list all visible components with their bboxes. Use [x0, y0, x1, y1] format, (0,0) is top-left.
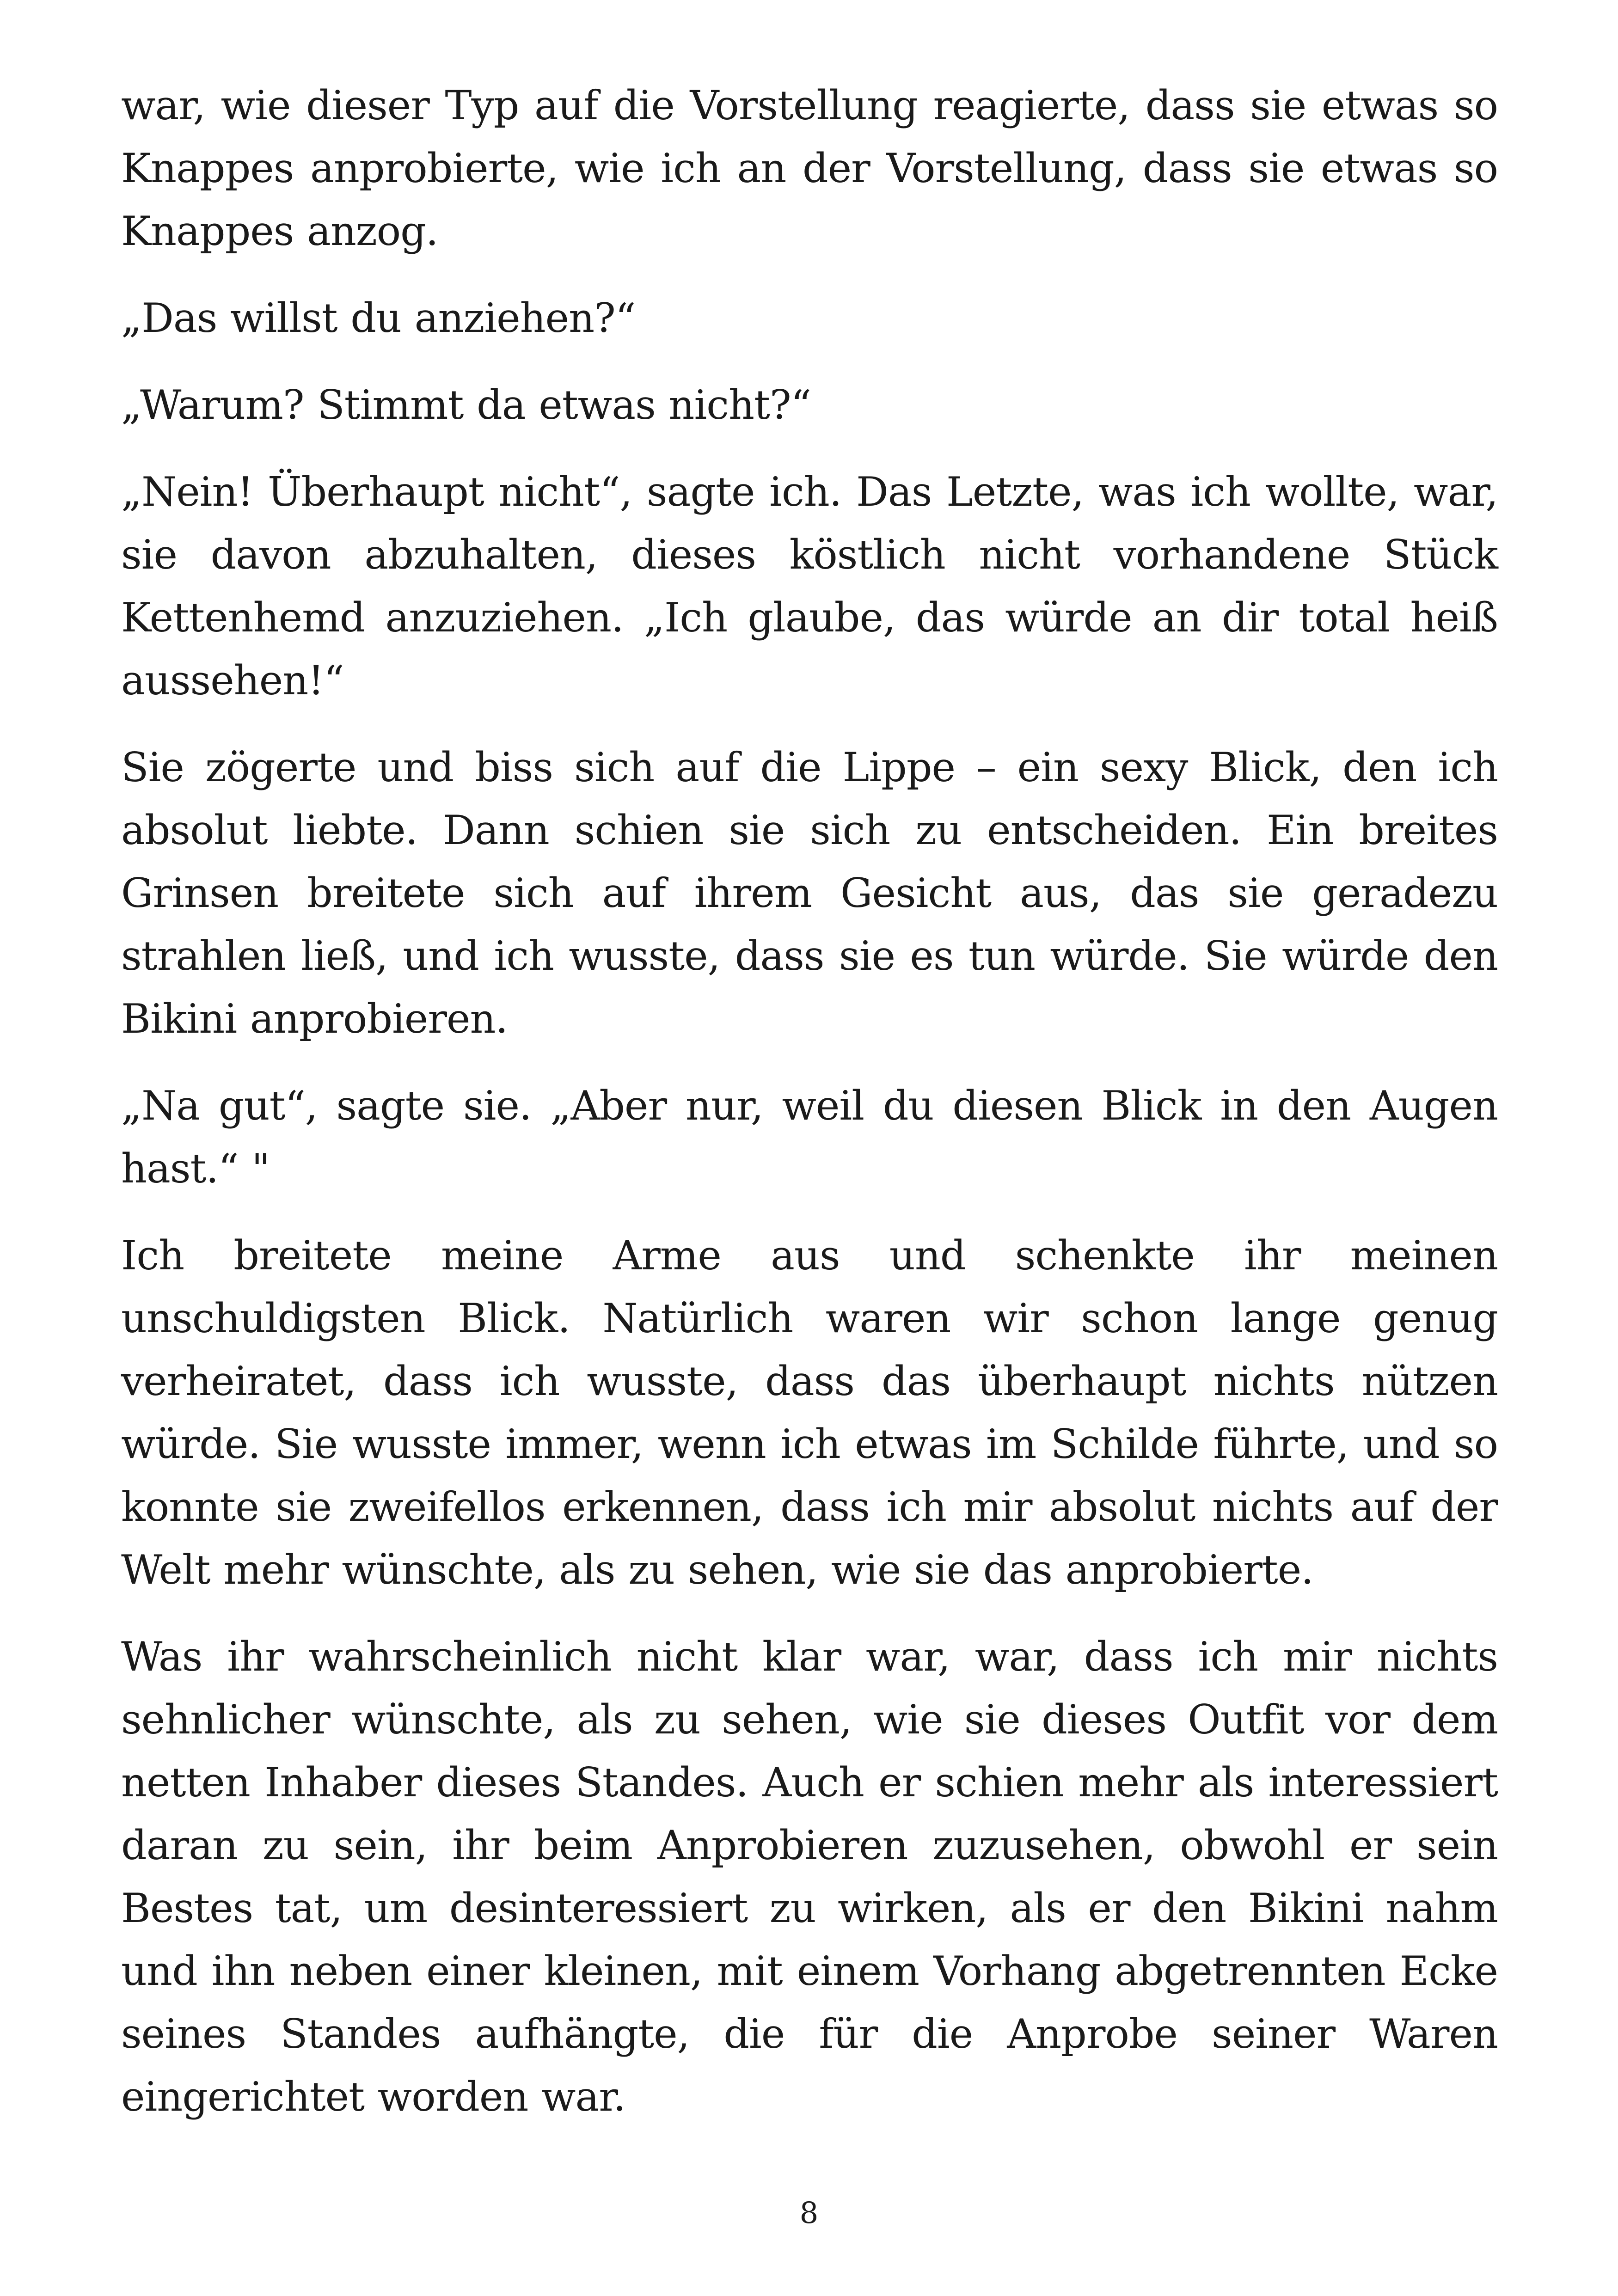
paragraph: „Nein! Überhaupt nicht“, sagte ich. Das Letzte, was ich wollte, war, sie davon abzuhalten, dieses köstlich nicht vorhandene Stück Kettenhemd anzuziehen. „Ich glaube, das würde an dir total heiß aussehen!“ [121, 468, 1498, 704]
paragraph: war, wie dieser Typ auf die Vorstellung reagierte, dass sie etwas so Knappes anprobierte, wie ich an der Vorstellung, dass sie etwas so Knappes anzog. [121, 82, 1498, 255]
page-number: 8 [799, 2196, 819, 2230]
paragraph: Was ihr wahrscheinlich nicht klar war, war, dass ich mir nichts sehnlicher wünschte, als zu sehen, wie sie dieses Outfit vor dem netten Inhaber dieses Standes. Auch er schien mehr als interessiert daran zu sein, ihr beim Anprobieren zuzusehen, obwohl er sein Bestes tat, um desinteressiert zu wirken, als er den Bikini nahm und ihn neben einer kleinen, mit einem Vorhang abgetrennten Ecke seines Standes aufhängte, die für die Anprobe seiner Waren eingerichtet worden war. [121, 1633, 1498, 2120]
paragraph: „Warum? Stimmt da etwas nicht?“ [121, 381, 811, 429]
paragraph: Ich breitete meine Arme aus und schenkte ihr meinen unschuldigsten Blick. Natürlich waren wir schon lange genug verheiratet, dass ich wusste, dass das überhaupt nichts nützen würde. Sie wusste immer, wenn ich etwas im Schilde führte, und so konnte sie zweifellos erkennen, dass ich mir absolut nichts auf der Welt mehr wünschte, als zu sehen, wie sie das anprobierte. [121, 1232, 1498, 1593]
page-body [121, 74, 1498, 2152]
paragraph: „Na gut“, sagte sie. „Aber nur, weil du diesen Blick in den Augen hast.“ " [121, 1082, 1498, 1192]
paragraph: Sie zögerte und biss sich auf die Lippe – ein sexy Blick, den ich absolut liebte. Dann schien sie sich zu entscheiden. Ein breites Grinsen breitete sich auf ihrem Gesicht aus, das sie geradezu strahlen ließ, und ich wusste, dass sie es tun würde. Sie würde den Bikini anprobieren. [121, 744, 1498, 1042]
paragraph: „Das willst du anziehen?“ [121, 294, 636, 342]
